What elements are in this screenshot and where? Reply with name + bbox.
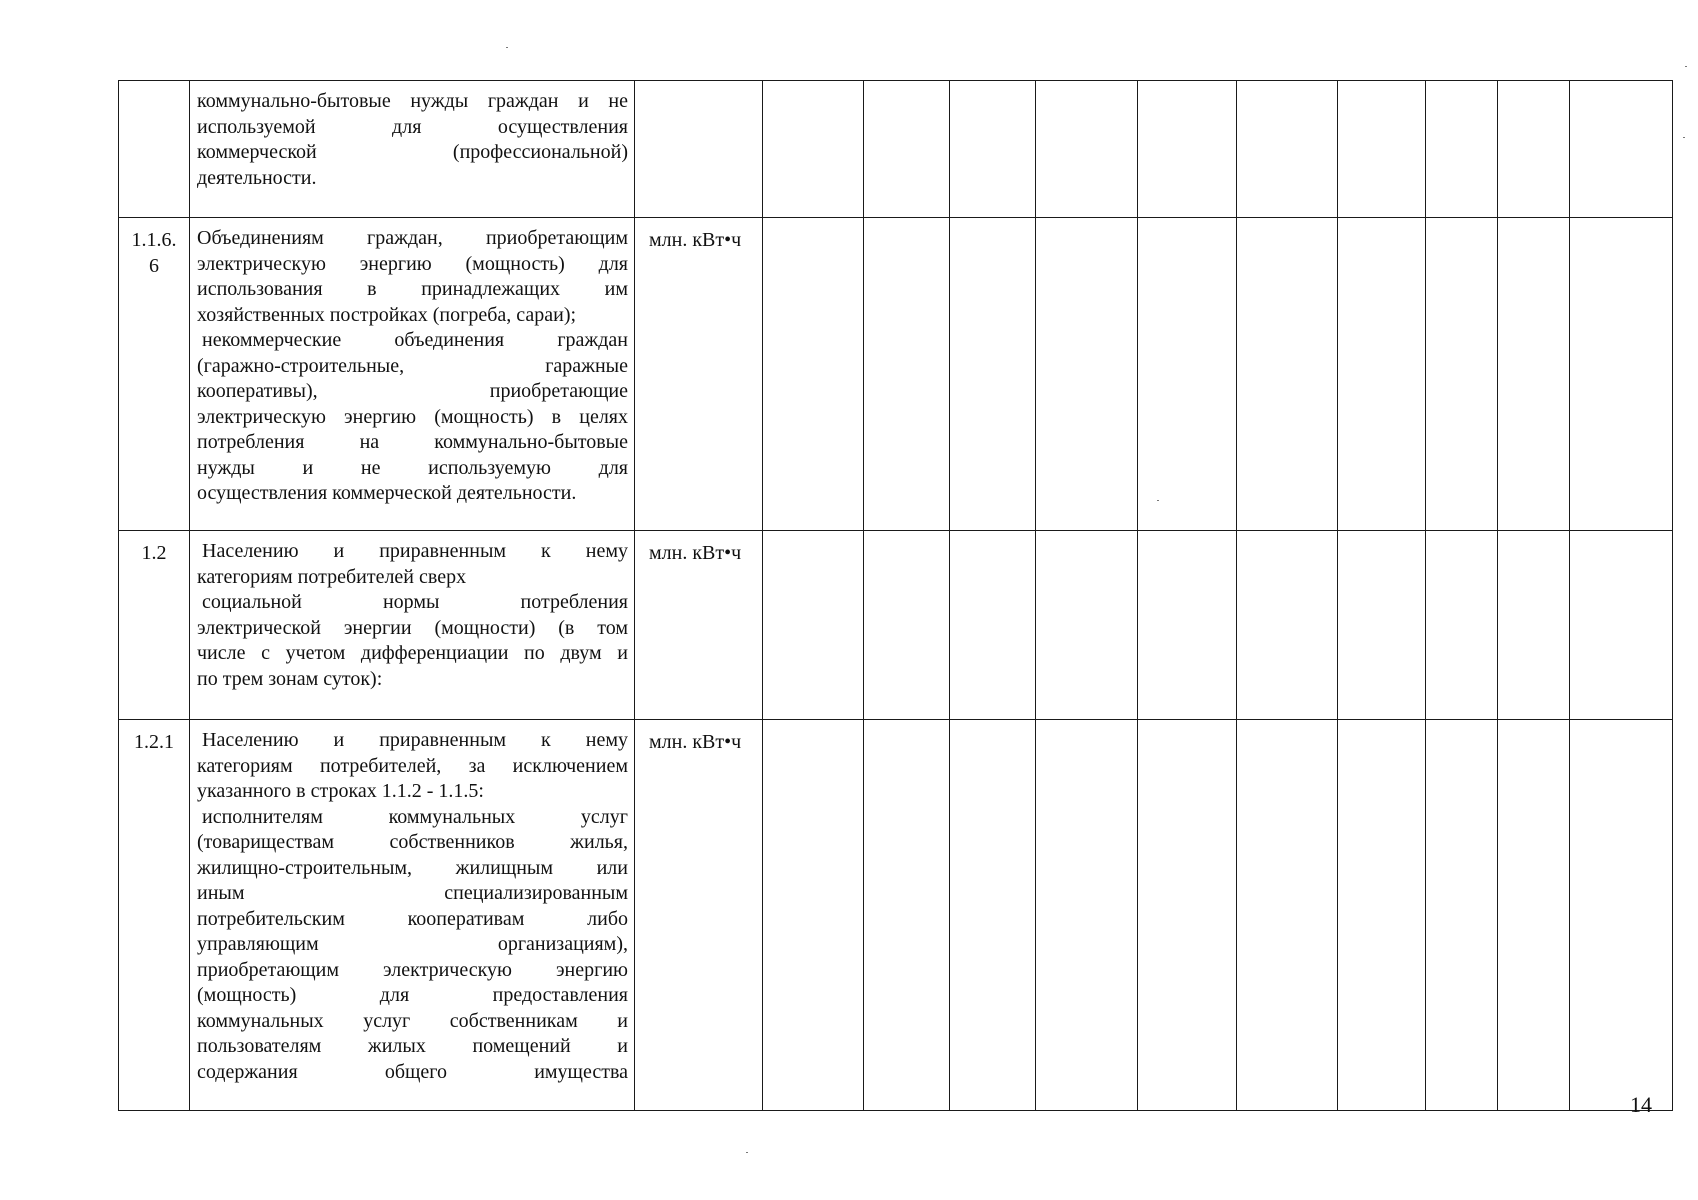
- table-body: [119, 81, 1673, 1111]
- value-cell: [1036, 81, 1138, 218]
- description-line: управляющим организациям),: [197, 933, 628, 955]
- value-cell: [1237, 81, 1338, 218]
- value-cell: [1498, 720, 1570, 1111]
- value-cell: [1138, 531, 1237, 720]
- description-line: хозяйственных постройках (погреба, сараи);: [197, 303, 577, 326]
- row-description-cell: [190, 218, 635, 531]
- description-line: (товариществам собственников жилья,: [197, 831, 628, 853]
- table-row: [119, 218, 1673, 531]
- row-unit-cell: млн. кВт•ч: [635, 720, 763, 1111]
- description-line: числе с учетом дифференциации по двум и: [197, 642, 628, 664]
- description-line: коммунальных услуг собственникам и: [197, 1009, 628, 1032]
- value-cell: [763, 81, 864, 218]
- description-line: иным специализированным: [197, 882, 628, 904]
- description-line: осуществления коммерческой деятельности.: [197, 482, 577, 504]
- value-cell: [1570, 531, 1673, 720]
- table-row: [119, 81, 1673, 218]
- value-cell: [1426, 531, 1498, 720]
- scan-speck: [1683, 137, 1685, 138]
- value-cell: [1237, 218, 1338, 531]
- page-number: 14: [1630, 1092, 1652, 1117]
- description-line: жилищно-строительным, жилищным или: [197, 856, 628, 879]
- description-line: исполнителям коммунальных услуг: [202, 805, 628, 828]
- value-cell: [950, 531, 1036, 720]
- row-number-cell: 1.2: [119, 531, 190, 720]
- value-cell: [763, 531, 864, 720]
- description-line: используемой для осуществления: [197, 115, 628, 138]
- table-row: [119, 720, 1673, 1111]
- value-cell: [864, 81, 950, 218]
- description-line: категориям потребителей сверх: [197, 565, 467, 588]
- value-cell: [1338, 218, 1426, 531]
- value-cell: [950, 720, 1036, 1111]
- scan-speck: [1685, 66, 1687, 67]
- description-line: деятельности.: [197, 166, 317, 189]
- value-cell: [1426, 218, 1498, 531]
- value-cell: [864, 720, 950, 1111]
- value-cell: [1036, 218, 1138, 531]
- value-cell: [1498, 81, 1570, 218]
- value-cell: [1338, 81, 1426, 218]
- description-line: Населению и приравненным к нему: [202, 540, 628, 562]
- description-line: потребления на коммунально-бытовые: [197, 431, 628, 453]
- description-line: содержания общего имущества: [197, 1060, 628, 1083]
- value-cell: [1138, 720, 1237, 1111]
- row-number-cell: [119, 218, 190, 531]
- value-cell: [1237, 720, 1338, 1111]
- description-line: по трем зонам суток):: [197, 667, 383, 690]
- value-cell: [1426, 720, 1498, 1111]
- description-line: категориям потребителей, за исключением: [197, 754, 628, 777]
- description-line: коммунально-бытовые нужды граждан и не: [197, 90, 628, 112]
- description-line: указанного в строках 1.1.2 - 1.1.5:: [197, 780, 484, 802]
- row-description-cell: [190, 81, 635, 218]
- description-line: электрической энергии (мощности) (в том: [197, 616, 628, 639]
- row-description-cell: [190, 720, 635, 1111]
- description-line: (гаражно-строительные, гаражные: [197, 354, 628, 377]
- description-line: потребительским кооперативам либо: [197, 907, 628, 930]
- value-cell: [950, 81, 1036, 218]
- value-cell: [1237, 531, 1338, 720]
- row-number-cell: 1.2.1: [119, 720, 190, 1111]
- description-line: электрическую энергию (мощность) в целях: [197, 405, 628, 428]
- description-line: коммерческой (профессиональной): [197, 141, 628, 163]
- description-line: использования в принадлежащих им: [197, 278, 628, 300]
- scan-speck: [506, 47, 508, 48]
- value-cell: [864, 218, 950, 531]
- value-cell: [1036, 531, 1138, 720]
- description-line: электрическую энергию (мощность) для: [197, 252, 628, 275]
- value-cell: [1426, 81, 1498, 218]
- description-line: пользователям жилых помещений и: [197, 1035, 628, 1057]
- value-cell: [1138, 81, 1237, 218]
- description-line: Объединениям граждан, приобретающим: [197, 227, 628, 249]
- value-cell: [1570, 720, 1673, 1111]
- description-line: нужды и не используемую для: [197, 456, 628, 479]
- value-cell: [1338, 720, 1426, 1111]
- description-line: кооперативы), приобретающие: [197, 380, 628, 402]
- description-line: некоммерческие объединения граждан: [202, 329, 628, 351]
- row-number-cell: [119, 81, 190, 218]
- value-cell: [1498, 218, 1570, 531]
- description-line: Населению и приравненным к нему: [202, 729, 628, 751]
- description-line: социальной нормы потребления: [202, 591, 628, 613]
- value-cell: [763, 218, 864, 531]
- scan-speck: [746, 1152, 748, 1153]
- row-number: 1.1.6. 6: [131, 229, 177, 277]
- scan-speck: [1157, 500, 1159, 501]
- value-cell: [1138, 218, 1237, 531]
- value-cell: [1570, 81, 1673, 218]
- row-description-cell: [190, 531, 635, 720]
- description-line: приобретающим электрическую энергию: [197, 958, 628, 981]
- data-table: [118, 80, 1673, 1111]
- value-cell: [950, 218, 1036, 531]
- value-cell: [1498, 531, 1570, 720]
- value-cell: [864, 531, 950, 720]
- value-cell: [1036, 720, 1138, 1111]
- description-line: (мощность) для предоставления: [197, 984, 628, 1006]
- value-cell: [1338, 531, 1426, 720]
- row-unit-cell: млн. кВт•ч: [635, 531, 763, 720]
- row-unit-cell: млн. кВт•ч: [635, 218, 763, 531]
- table-row: [119, 531, 1673, 720]
- value-cell: [1570, 218, 1673, 531]
- row-unit-cell: [635, 81, 763, 218]
- value-cell: [763, 720, 864, 1111]
